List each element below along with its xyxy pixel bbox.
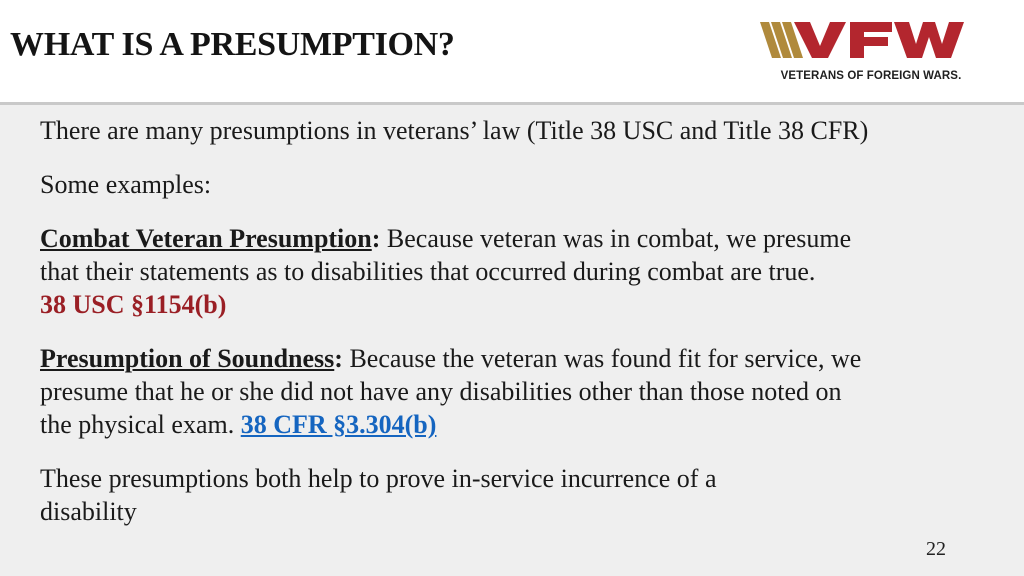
soundness-presumption-paragraph	[40, 342, 870, 441]
header-divider	[0, 102, 1024, 105]
soundness-presumption-text: Because the veteran was found fit for service, we presume that he or she did not have any disabilities other than those noted on the physical exam.	[40, 344, 862, 439]
vfw-logo	[760, 22, 986, 86]
intro-paragraph: There are many presumptions in veterans’ law (Title 38 USC and Title 38 CFR)	[40, 116, 869, 145]
vfw-logo-mark	[760, 22, 986, 68]
soundness-presumption-term: Presumption of Soundness	[40, 344, 335, 373]
examples-label: Some examples:	[40, 170, 212, 199]
soundness-colon: :	[334, 344, 343, 373]
slide-title: WHAT IS A PRESUMPTION?	[10, 26, 455, 63]
combat-presumption-text: Because veteran was in combat, we presume that their statements as to disabilities that occurred during combat are true.	[40, 224, 852, 286]
page-number: 22	[926, 538, 946, 560]
combat-presumption-term: Combat Veteran Presumption	[40, 224, 372, 253]
combat-citation: 38 USC §1154(b)	[40, 290, 227, 319]
conclusion-paragraph: These presumptions both help to prove in-service incurrence of a disability	[40, 464, 717, 526]
combat-colon: :	[371, 224, 381, 253]
logo-subtitle: VETERANS OF FOREIGN WARS.	[780, 70, 962, 82]
slide-body	[40, 114, 1000, 549]
combat-presumption-paragraph	[40, 222, 870, 321]
slide-header	[0, 0, 1024, 102]
soundness-citation-link[interactable]: 38 CFR §3.304(b)	[240, 410, 437, 439]
